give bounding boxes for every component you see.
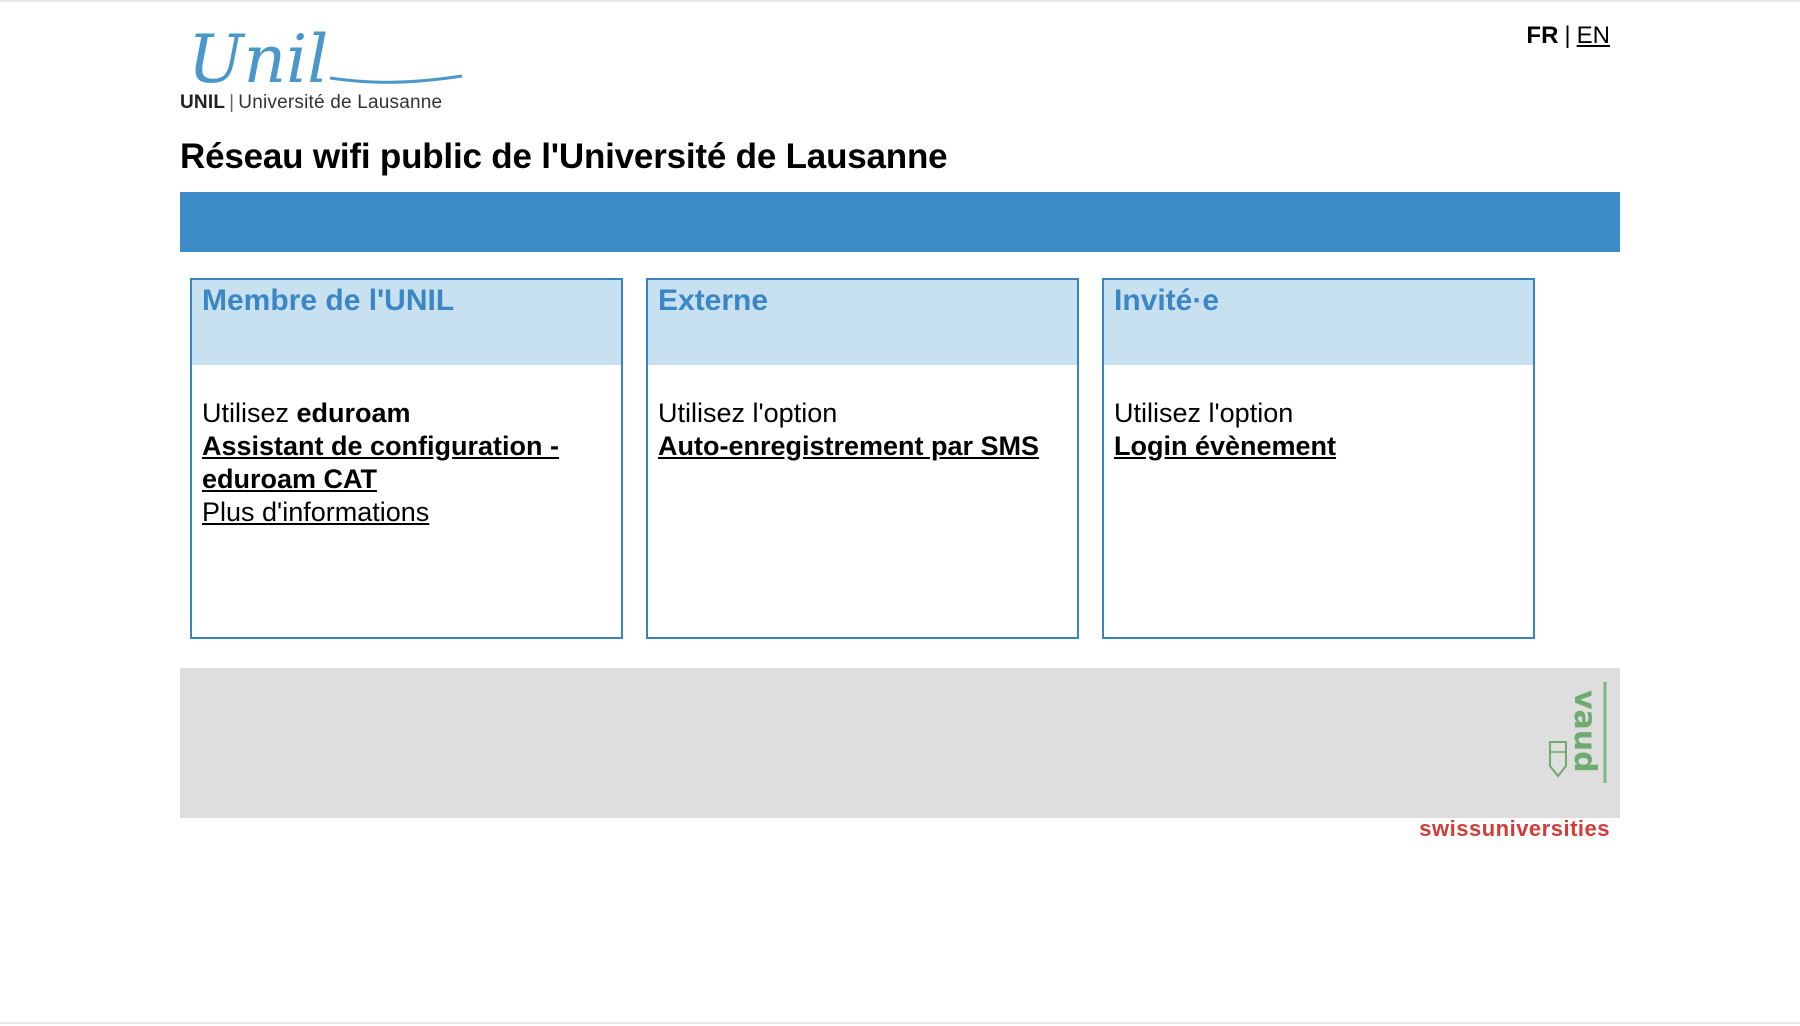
lang-separator: | (1564, 22, 1571, 49)
card-header (192, 280, 621, 365)
event-login-link[interactable]: Login évènement (1114, 431, 1337, 461)
card-intro-text: Utilisez l'option (1114, 398, 1294, 428)
sms-registration-link[interactable]: Auto-enregistrement par SMS (658, 431, 1040, 461)
logo-caption-full: Université de Lausanne (238, 92, 443, 113)
bottom-rule (0, 1022, 1800, 1024)
top-rule (0, 0, 1800, 2)
card-title: Externe (658, 284, 769, 317)
card-title: Invité·e (1114, 284, 1220, 317)
logo-word: Unil (188, 21, 329, 98)
lang-current: FR (1526, 22, 1559, 49)
card-intro-strong: eduroam (296, 398, 411, 428)
logo-caption-separator: | (229, 92, 235, 113)
page-title: Réseau wifi public de l'Université de Lausanne (180, 137, 948, 176)
card-intro (202, 397, 611, 430)
card-intro-text: Utilisez (202, 398, 297, 428)
card-membre-unil (190, 278, 623, 639)
more-info-link[interactable]: Plus d'informations (202, 497, 430, 527)
swissuniversities-logo[interactable]: swissuniversities (1419, 816, 1610, 841)
logo-caption (180, 92, 442, 114)
card-header (1104, 280, 1533, 365)
footer-band (180, 668, 1620, 818)
card-invite (1102, 278, 1535, 639)
eduroam-cat-link[interactable]: Assistant de configuration - eduroam CAT (202, 431, 560, 494)
card-body (1104, 365, 1533, 463)
canton-de-vaud-logo-icon[interactable] (1544, 680, 1610, 785)
card-body (192, 365, 621, 529)
card-header (648, 280, 1077, 365)
card-title: Membre de l'UNIL (202, 284, 455, 317)
card-externe (646, 278, 1079, 639)
header-band (180, 192, 1620, 252)
svg-text:vaud: vaud (1567, 690, 1602, 773)
logo-caption-short: UNIL (180, 92, 226, 113)
unil-logo-icon (180, 14, 465, 104)
lang-en-link[interactable]: EN (1576, 22, 1610, 49)
card-body (648, 365, 1077, 463)
language-switcher (1526, 22, 1610, 50)
card-intro-text: Utilisez l'option (658, 398, 838, 428)
